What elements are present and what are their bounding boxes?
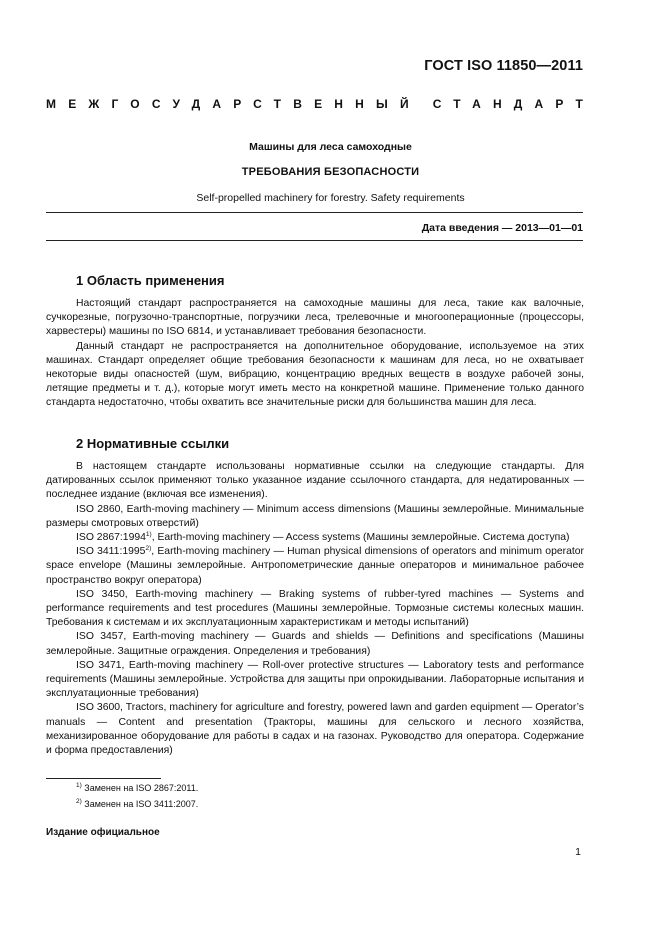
reference-item: ISO 3471, Earth-moving machinery — Roll-over protective structures — Laboratory tests and performance requirements (Машины землеройные. Устройства для защиты при опрокидывании. Лабораторные испытания и эксплуатационные требования) [46,659,584,700]
reference-text: , Earth-moving machinery — Human physical dimensions of operators and minimum operator space envelope (Машины землеройные. Антропометрические данные операторов и минимальное рабочее пространство вокруг оператора) [46,546,584,586]
section-1-heading: 1 Область применения [76,273,225,288]
reference-item: ISO 3450, Earth-moving machinery — Braking systems of rubber-tyred machines — Systems and performance requirements and test procedures (Машины землеройные. Тормозные системы колесных машин. Требования к системам и их эксплуатационным характеристикам и методы испытаний) [46,588,584,629]
reference-item: ISO 3457, Earth-moving machinery — Guards and shields — Definitions and specifications (Машины землеройные. Защитные ограждения. Определения и требования) [46,631,584,657]
footnote-divider [46,778,161,779]
reference-item: ISO 2860, Earth-moving machinery — Minimum access dimensions (Машины землеройные. Минимальные размеры смотровых отверстий) [46,503,584,529]
section-2-body [46,460,584,758]
reference-code: ISO 2867:1994 [76,532,146,544]
title-requirements: ТРЕБОВАНИЯ БЕЗОПАСНОСТИ [241,166,420,178]
official-edition-label: Издание официальное [46,827,160,838]
footnote [76,799,198,809]
title-english: Self-propelled machinery for forestry. Safety requirements [196,192,465,204]
introduction-date: Дата введения — 2013—01—01 [421,222,583,234]
reference-code: ISO 3411:1995 [76,546,146,558]
footnote-text: Заменен на ISO 2867:2011. [84,783,199,793]
footnote-mark: 1) [145,531,152,539]
page-number: 1 [575,846,581,858]
paragraph: Настоящий стандарт распространяется на самоходные машины для леса, такие как валочные, сучкорезные, погрузочно-транспортные, погрузчики леса, трелевочные и многооперационные (процессоры, харвестеры) машины по ISO 6814, и устанавливает требования безопасности. [46,298,584,338]
footnote-mark: 2) [145,545,152,553]
reference-item [46,545,584,588]
standard-word: СТАНДАРТ [432,97,595,111]
footnote-text: Заменен на ISO 3411:2007. [84,799,199,809]
standard-code: ГОСТ ISO 11850—2011 [424,58,583,74]
section-2-heading: 2 Нормативные ссылки [76,436,230,451]
footnote-mark: 2) [76,798,82,805]
reference-item [46,531,584,545]
title-russian: Машины для леса самоходные [249,141,412,153]
interstate-standard-banner [46,97,595,111]
interstate-word: МЕЖГОСУДАРСТВЕННЫЙ [46,97,421,111]
section-1-body [46,297,584,411]
divider-bottom [46,240,583,241]
footnote [76,783,198,793]
reference-text: , Earth-moving machinery — Access systems (Машины землеройные. Система доступа) [151,532,570,544]
paragraph: Данный стандарт не распространяется на дополнительное оборудование, используемое на этих машинах. Стандарт определяет общие требования безопасности к машинам для леса, но не охватывает некоторые виды опасностей (шум, вибрацию, концентрацию вредных веществ в воздухе рабочей зоны, летящие предметы и т. д.), которые могут иметь место на конкретной машине. Применение только данного стандарта недостаточно, чтобы охватить все значительные риски для большинства машин для леса. [46,340,584,409]
divider-top [46,212,583,213]
reference-item: ISO 3600, Tractors, machinery for agriculture and forestry, powered lawn and garden equipment — Operator’s manuals — Content and presentation (Тракторы, машины для сельского и лесного хозяйства, механизированное оборудование для работы в садах и на газонах. Руководство для оператора. Содержание и форма предоставления) [46,702,584,757]
footnote-mark: 1) [76,782,82,789]
paragraph: В настоящем стандарте использованы нормативные ссылки на следующие стандарты. Для датированных ссылок применяют только указанное издание ссылочного стандарта, для недатированных — последнее издание (включая все изменения). [46,461,584,501]
